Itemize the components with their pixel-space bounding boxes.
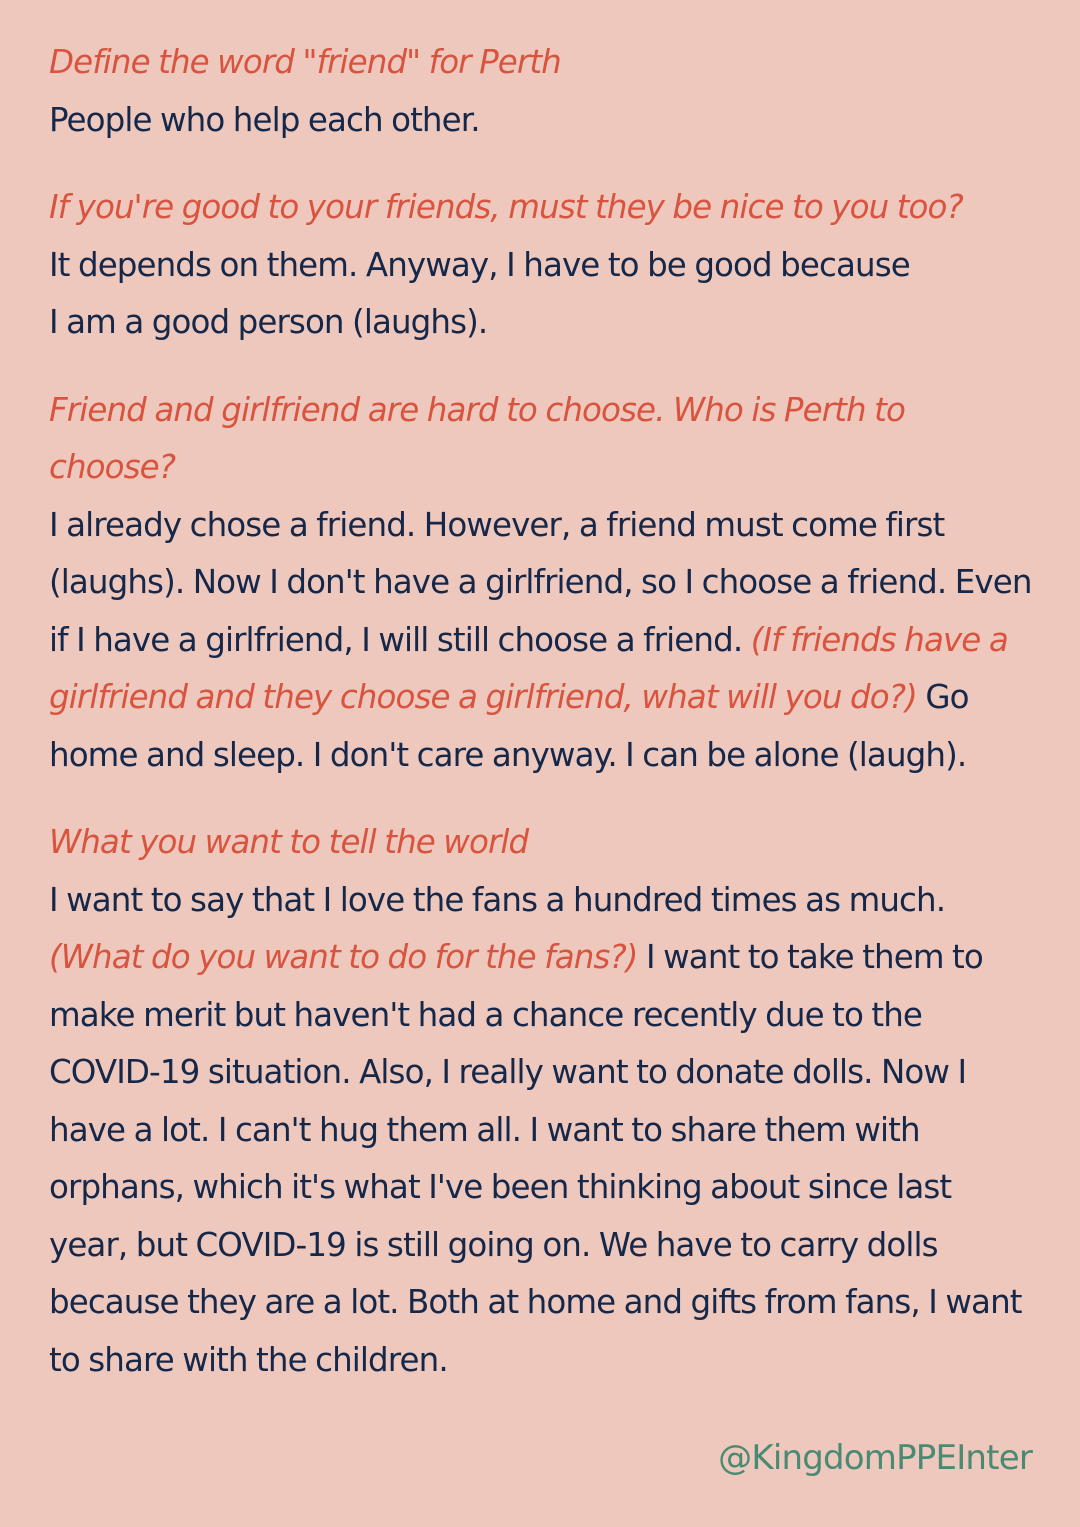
qa-block-3	[49, 382, 1034, 785]
inline-question-text: (If friends have a girlfriend and they choose a girlfriend, what will you do?)	[49, 620, 1008, 716]
answer-text: I already chose a friend. However, a friend must come first (laughs). Now I don't have a girlfriend, so I choose a friend. Even if I have a girlfriend, I will still choose a friend.	[49, 505, 1032, 659]
qa-block-4	[49, 814, 1034, 1389]
answer-text: I am a good person (laughs).	[49, 303, 488, 341]
watermark-handle: @KingdomPPEInter	[718, 1438, 1032, 1478]
answer-text: It depends on them. Anyway, I have to be good because	[49, 245, 910, 284]
inline-question-text: (What do you want to do for the fans?)	[49, 938, 638, 976]
question-text: What you want to tell the world	[49, 823, 529, 861]
interview-document	[49, 34, 1034, 1389]
question-text: If you're good to your friends, must they be nice to you too?	[49, 188, 963, 226]
qa-block-1	[49, 34, 1034, 149]
question-text: Friend and girlfriend are hard to choose. Who is Perth to choose?	[49, 390, 905, 486]
answer-text: Go home and sleep. I don't care anyway. I can be alone (laugh).	[49, 678, 969, 774]
answer-text: People who help each other.	[49, 100, 480, 139]
answer-text: I want to say that I love the fans a hundred times as much.	[49, 880, 946, 919]
answer-text: I want to take them to make merit but haven't had a chance recently due to the COVID-19 situation. Also, I really want to donate dolls. Now I have a lot. I can't hug them all. I want to share them with orphans, which it's what I've been thinking about since last year, but COVID-19 is still going on. We have to carry dolls because they are a lot. Both at home and gifts from fans, I want to share with the children.	[49, 938, 1022, 1379]
question-text: Define the word "friend" for Perth	[49, 43, 561, 81]
qa-block-2	[49, 179, 1034, 352]
